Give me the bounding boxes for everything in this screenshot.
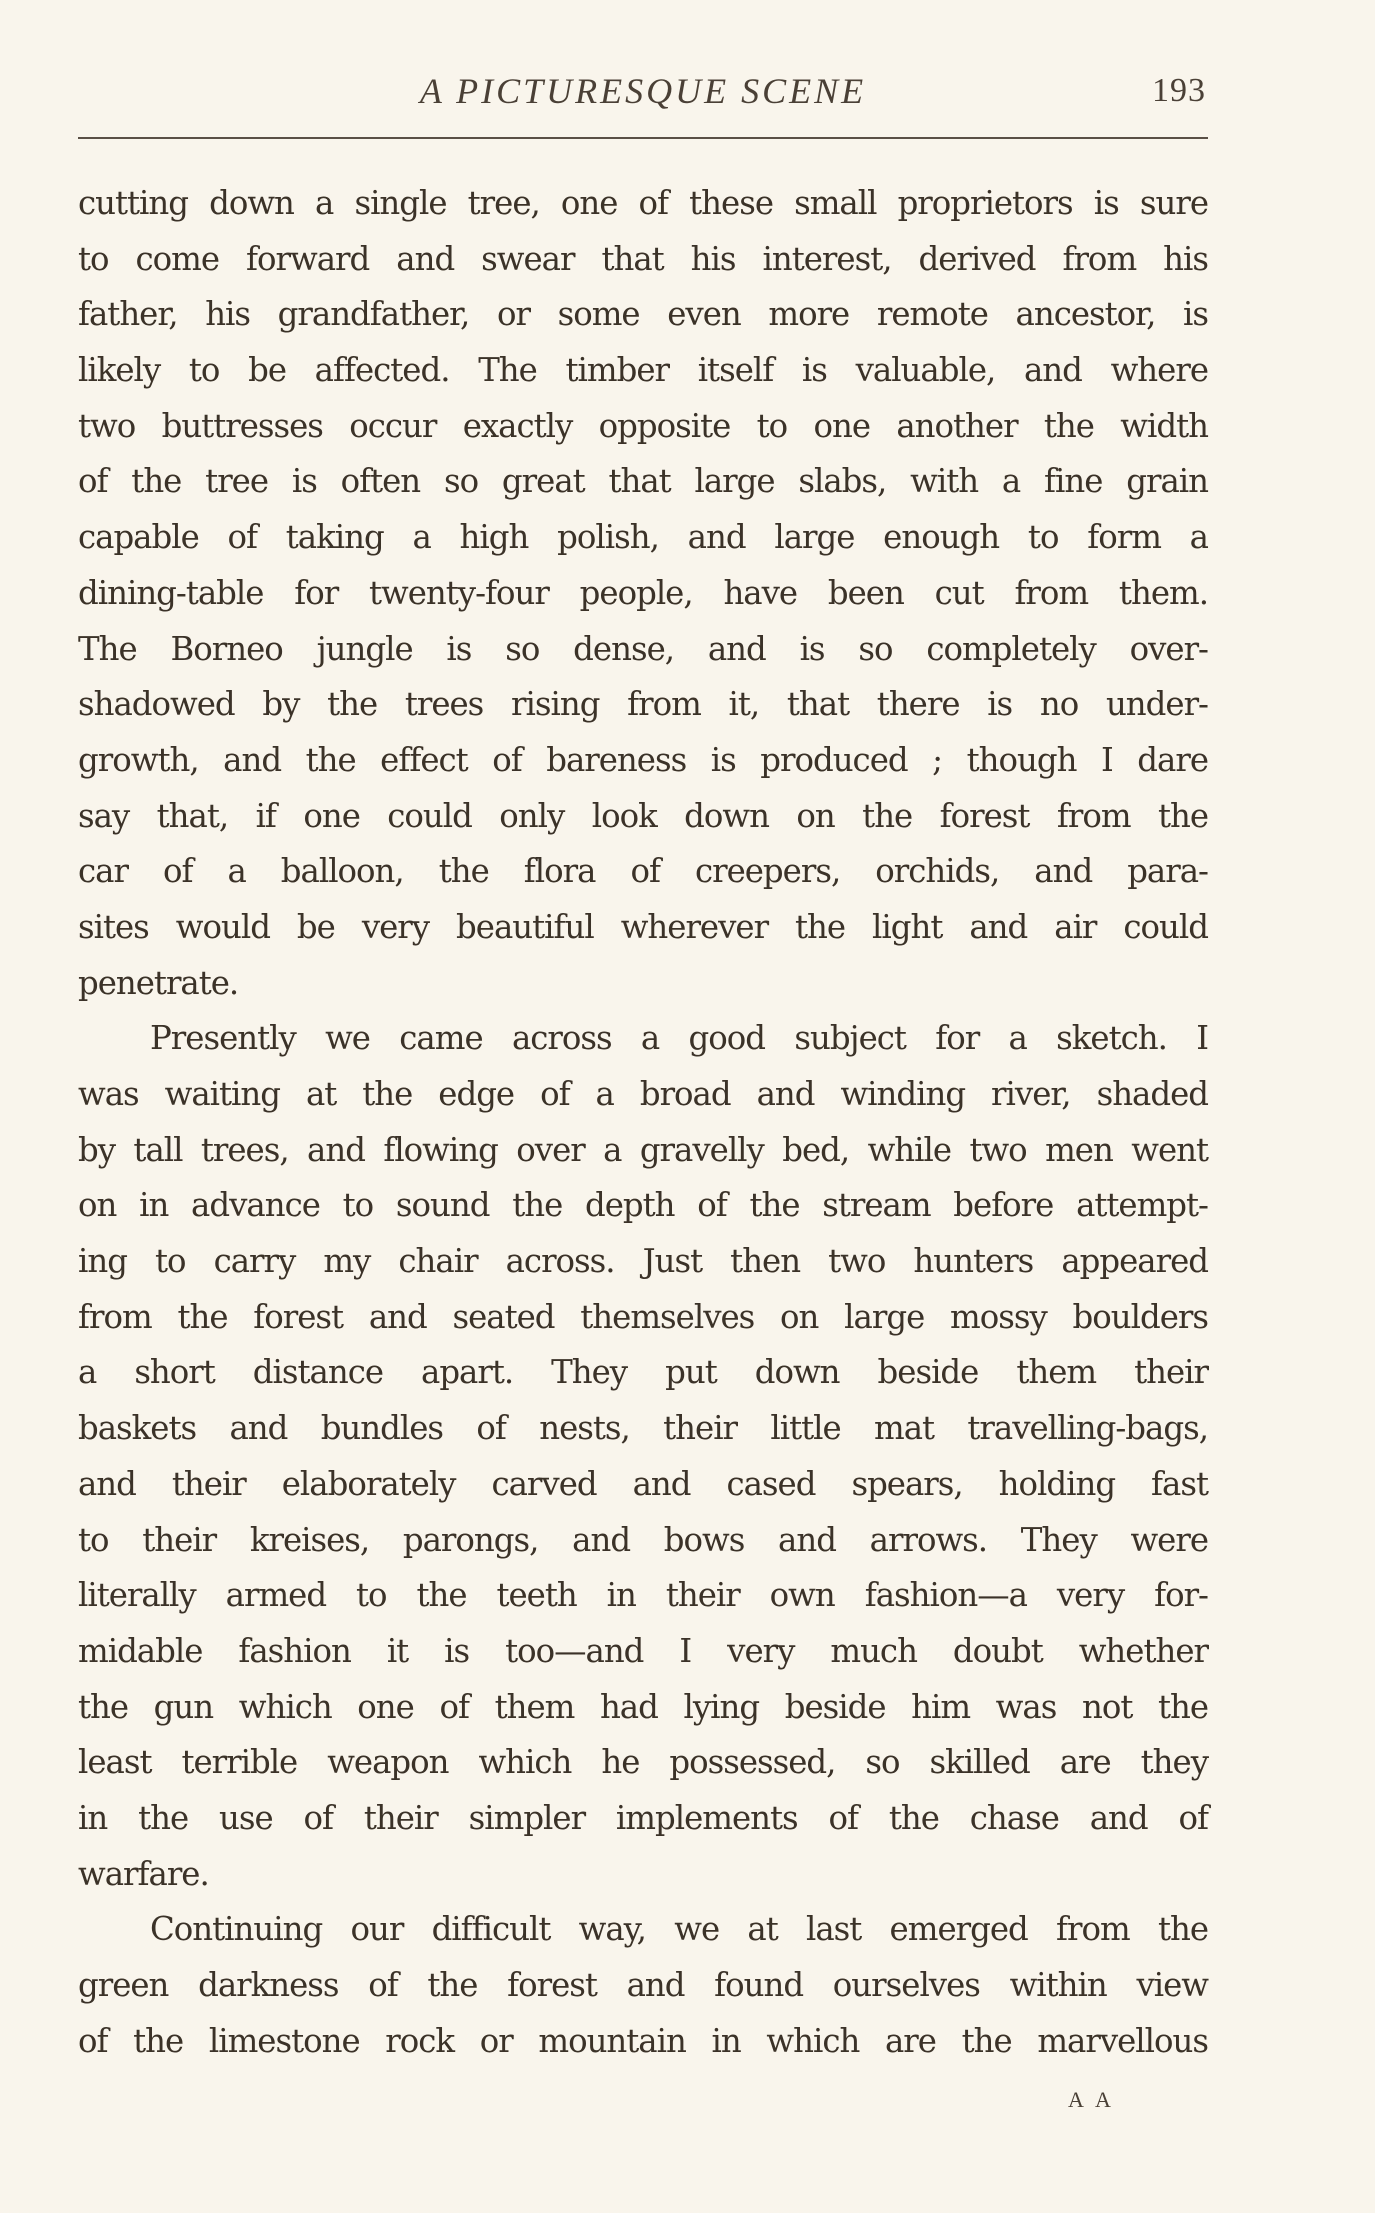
text-line: cutting down a single tree, one of these small proprietors is sure: [78, 184, 1208, 222]
text-line: car of a balloon, the flora of creepers, orchids, and para-: [78, 852, 1208, 891]
text-line: The Borneo jungle is so dense, and is so completely over-: [78, 629, 1208, 668]
paragraph-start-line: Presently we came across a good subject for a sketch. I: [150, 1019, 1208, 1058]
text-line: from the forest and seated themselves on large mossy boulders: [78, 1297, 1208, 1336]
text-line: in the use of their simpler implements of the chase and of: [78, 1798, 1208, 1837]
text-line: midable fashion it is too—and I very much doubt whether: [78, 1631, 1208, 1670]
text-line: of the tree is often so great that large slabs, with a fine grain: [78, 462, 1208, 501]
text-line: a short distance apart. They put down beside them their: [78, 1353, 1208, 1392]
text-line: the gun which one of them had lying beside him was not the: [78, 1687, 1208, 1726]
text-line: green darkness of the forest and found ourselves within view: [78, 1966, 1208, 2004]
running-head: [78, 70, 1208, 110]
text-line: baskets and bundles of nests, their little mat travelling-bags,: [78, 1409, 1208, 1448]
text-line: by tall trees, and flowing over a gravelly bed, while two men went: [78, 1130, 1208, 1169]
text-line: of the limestone rock or mountain in which are the marvellous: [78, 2021, 1208, 2060]
text-line: likely to be affected. The timber itself is valuable, and where: [78, 351, 1208, 390]
text-line: was waiting at the edge of a broad and winding river, shaded: [78, 1075, 1208, 1113]
text-line: and their elaborately carved and cased spears, holding fast: [78, 1464, 1208, 1503]
text-line: shadowed by the trees rising from it, that there is no under-: [78, 685, 1208, 724]
text-line: to come forward and swear that his interest, derived from his: [78, 239, 1208, 278]
text-line: sites would be very beautiful wherever the light and air could: [78, 907, 1208, 946]
text-line: to their kreises, parongs, and bows and arrows. They were: [78, 1520, 1208, 1559]
text-line: father, his grandfather, or some even more remote ancestor, is: [78, 295, 1208, 334]
page-number: 193: [1152, 72, 1206, 109]
text-line: say that, if one could only look down on the forest from the: [78, 796, 1208, 835]
header-rule: [78, 137, 1208, 139]
paragraph-start-line: Continuing our difficult way, we at last emerged from the: [150, 1910, 1208, 1949]
text-line: dining-table for twenty-four people, have been cut from them.: [78, 573, 1208, 612]
printer-signature-mark: A A: [1068, 2087, 1115, 2112]
text-line: on in advance to sound the depth of the stream before attempt-: [78, 1186, 1208, 1225]
text-line: literally armed to the teeth in their own fashion—a very for-: [78, 1576, 1208, 1615]
text-line: capable of taking a high polish, and large enough to form a: [78, 518, 1208, 557]
body-text: [78, 176, 1208, 2069]
running-title: A PICTURESQUE SCENE: [419, 71, 867, 111]
text-line: growth, and the effect of bareness is produced ; though I dare: [78, 740, 1208, 779]
text-line: two buttresses occur exactly opposite to one another the width: [78, 406, 1208, 445]
text-line: ing to carry my chair across. Just then two hunters appeared: [78, 1242, 1208, 1281]
paragraph-end-line: penetrate.: [78, 963, 239, 1002]
text-line: least terrible weapon which he possessed, so skilled are they: [78, 1743, 1208, 1782]
paragraph-end-line: warfare.: [78, 1854, 209, 1893]
